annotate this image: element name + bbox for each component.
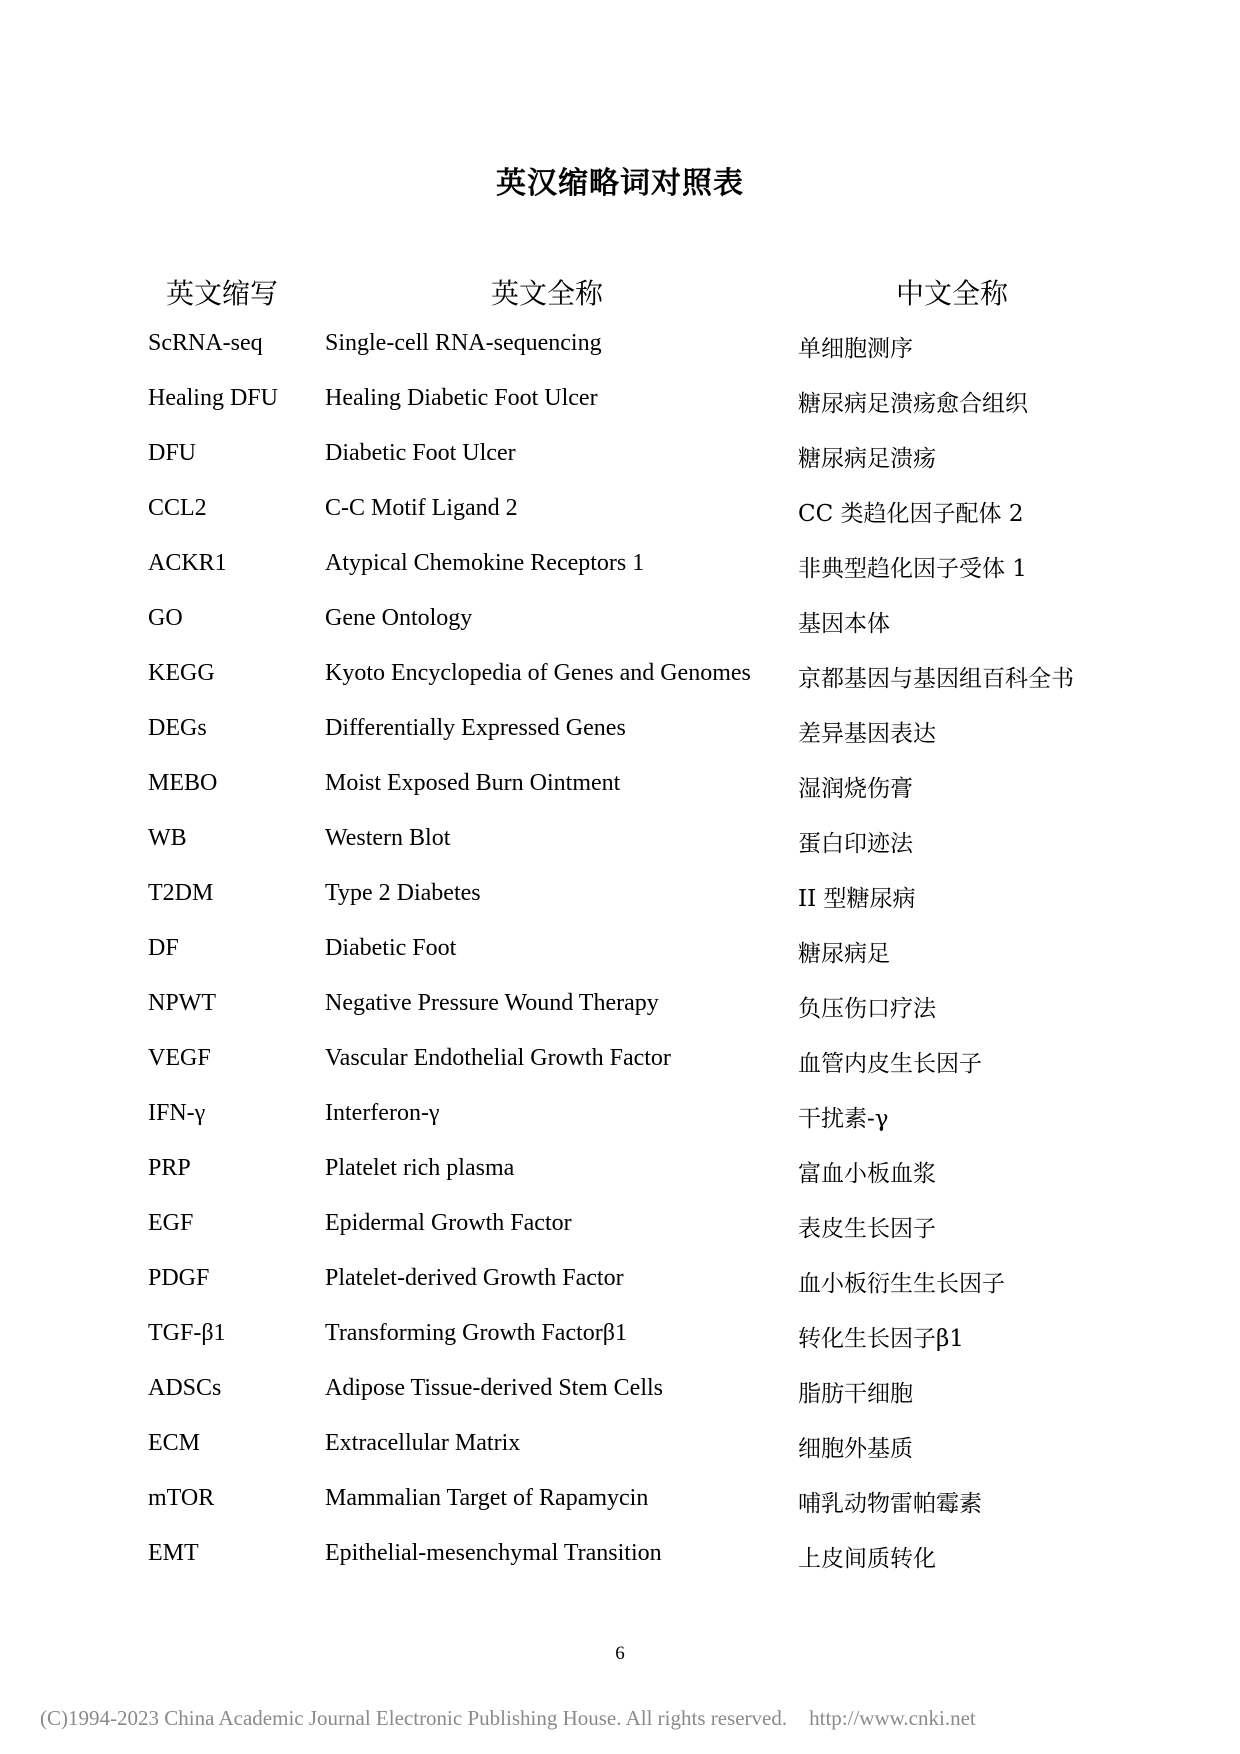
english-name-cell: Atypical Chemokine Receptors 1 [325, 550, 645, 576]
abbreviation-cell: DEGs [148, 715, 207, 741]
english-name-cell: Type 2 Diabetes [325, 880, 481, 906]
abbreviation-cell: ADSCs [148, 1375, 222, 1401]
chinese-name-cell: 糖尿病足溃疡 [798, 446, 936, 472]
chinese-name-cell: 京都基因与基因组百科全书 [798, 666, 1074, 692]
table-row [0, 1196, 1240, 1251]
header-chinese-full-name: 中文全称 [896, 277, 1009, 310]
chinese-name-cell: 基因本体 [798, 611, 890, 637]
table-row [0, 536, 1240, 591]
english-name-cell: Adipose Tissue-derived Stem Cells [325, 1375, 664, 1401]
chinese-name-cell: 干扰素-γ [798, 1106, 889, 1132]
table-row [0, 591, 1240, 646]
chinese-name-cell: 非典型趋化因子受体 1 [798, 556, 1027, 582]
english-name-cell: Single-cell RNA-sequencing [325, 330, 602, 356]
abbreviation-cell: Healing DFU [148, 385, 278, 411]
table-row [0, 1251, 1240, 1306]
abbreviation-cell: VEGF [148, 1045, 211, 1071]
english-name-cell: Diabetic Foot Ulcer [325, 440, 516, 466]
copyright-text: (C)1994-2023 China Academic Journal Electronic Publishing House. All rights reserved. [40, 1706, 788, 1730]
table-row [0, 976, 1240, 1031]
chinese-name-cell: 糖尿病足溃疡愈合组织 [798, 391, 1028, 417]
chinese-name-cell: CC 类趋化因子配体 2 [798, 501, 1024, 527]
english-name-cell: Gene Ontology [325, 605, 473, 631]
chinese-name-cell: 负压伤口疗法 [798, 996, 936, 1022]
table-row [0, 316, 1240, 371]
abbreviation-cell: IFN-γ [148, 1100, 206, 1126]
chinese-name-cell: 血管内皮生长因子 [798, 1051, 982, 1077]
chinese-name-cell: 表皮生长因子 [798, 1216, 936, 1242]
english-name-cell: C-C Motif Ligand 2 [325, 495, 518, 521]
table-row [0, 426, 1240, 481]
abbreviation-cell: T2DM [148, 880, 214, 906]
abbreviation-cell: NPWT [148, 990, 216, 1016]
abbreviation-cell: EGF [148, 1210, 194, 1236]
english-name-cell: Interferon-γ [325, 1100, 440, 1126]
english-name-cell: Kyoto Encyclopedia of Genes and Genomes [325, 660, 751, 686]
table-row [0, 1416, 1240, 1471]
table-row [0, 481, 1240, 536]
table-row [0, 811, 1240, 866]
english-name-cell: Platelet rich plasma [325, 1155, 515, 1181]
abbreviation-cell: mTOR [148, 1485, 215, 1511]
table-row [0, 371, 1240, 426]
page-number: 6 [615, 1643, 625, 1664]
abbreviation-cell: MEBO [148, 770, 218, 796]
english-name-cell: Vascular Endothelial Growth Factor [325, 1045, 671, 1071]
chinese-name-cell: 湿润烧伤膏 [798, 776, 913, 802]
chinese-name-cell: 细胞外基质 [798, 1436, 913, 1462]
table-row [0, 1031, 1240, 1086]
abbreviation-table [0, 262, 1240, 1581]
table-row [0, 1306, 1240, 1361]
english-name-cell: Moist Exposed Burn Ointment [325, 770, 621, 796]
chinese-name-cell: 富血小板血浆 [798, 1161, 936, 1187]
abbreviation-cell: EMT [148, 1540, 199, 1566]
table-body [0, 316, 1240, 1581]
chinese-name-cell: 上皮间质转化 [798, 1546, 936, 1572]
header-english-full-name: 英文全称 [491, 277, 604, 310]
abbreviation-cell: WB [148, 825, 187, 851]
footer-url: http://www.cnki.net [809, 1706, 976, 1730]
chinese-name-cell: 糖尿病足 [798, 941, 890, 967]
table-row [0, 1471, 1240, 1526]
english-name-cell: Epithelial-mesenchymal Transition [325, 1540, 662, 1566]
english-name-cell: Western Blot [325, 825, 451, 851]
english-name-cell: Healing Diabetic Foot Ulcer [325, 385, 598, 411]
english-name-cell: Extracellular Matrix [325, 1430, 521, 1456]
table-row [0, 1086, 1240, 1141]
table-row [0, 1361, 1240, 1416]
abbreviation-cell: ECM [148, 1430, 201, 1456]
english-name-cell: Diabetic Foot [325, 935, 457, 961]
table-row [0, 1141, 1240, 1196]
header-abbreviation: 英文缩写 [166, 277, 279, 310]
chinese-name-cell: II 型糖尿病 [798, 886, 916, 912]
table-header [0, 262, 1240, 316]
chinese-name-cell: 单细胞测序 [798, 336, 913, 362]
abbreviation-cell: ScRNA-seq [148, 330, 263, 356]
table-row [0, 756, 1240, 811]
page-title: 英汉缩略词对照表 [496, 166, 744, 201]
english-name-cell: Differentially Expressed Genes [325, 715, 626, 741]
table-row [0, 921, 1240, 976]
copyright-footer [40, 1706, 976, 1731]
table-row [0, 1526, 1240, 1581]
english-name-cell: Negative Pressure Wound Therapy [325, 990, 659, 1016]
chinese-name-cell: 转化生长因子β1 [798, 1326, 964, 1352]
abbreviation-cell: PDGF [148, 1265, 210, 1291]
abbreviation-cell: KEGG [148, 660, 215, 686]
english-name-cell: Platelet-derived Growth Factor [325, 1265, 624, 1291]
chinese-name-cell: 脂肪干细胞 [798, 1381, 913, 1407]
table-row [0, 701, 1240, 756]
english-name-cell: Epidermal Growth Factor [325, 1210, 572, 1236]
abbreviation-cell: ACKR1 [148, 550, 227, 576]
chinese-name-cell: 哺乳动物雷帕霉素 [798, 1491, 982, 1517]
abbreviation-cell: DFU [148, 440, 197, 466]
abbreviation-cell: PRP [148, 1155, 191, 1181]
abbreviation-cell: DF [148, 935, 179, 961]
chinese-name-cell: 差异基因表达 [798, 721, 936, 747]
abbreviation-cell: GO [148, 605, 183, 631]
table-row [0, 866, 1240, 921]
abbreviation-cell: CCL2 [148, 495, 207, 521]
abbreviation-cell: TGF-β1 [148, 1320, 226, 1346]
english-name-cell: Transforming Growth Factorβ1 [325, 1320, 627, 1346]
chinese-name-cell: 蛋白印迹法 [798, 831, 913, 857]
chinese-name-cell: 血小板衍生生长因子 [798, 1271, 1005, 1297]
table-row [0, 646, 1240, 701]
english-name-cell: Mammalian Target of Rapamycin [325, 1485, 649, 1511]
